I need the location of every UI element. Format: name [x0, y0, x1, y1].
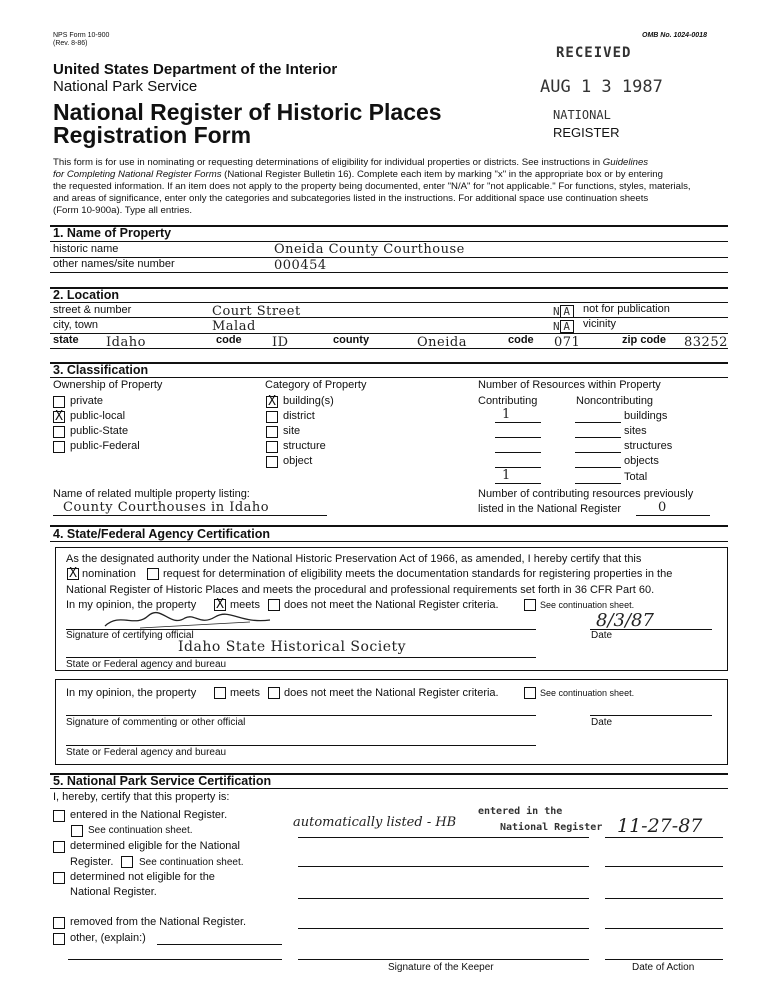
section-1-title: 1. Name of Property [53, 226, 172, 240]
section-3-title: 3. Classification [53, 363, 149, 377]
district-checkbox[interactable] [266, 411, 278, 423]
entered-checkbox[interactable] [53, 810, 65, 822]
agency-label: State or Federal agency and bureau [66, 659, 227, 670]
county-label: county [333, 334, 370, 346]
structure-checkbox[interactable] [266, 441, 278, 453]
removed-label: removed from the National Register. [70, 916, 247, 928]
not-meet-b-checkbox[interactable] [268, 687, 280, 699]
street-label: street & number [53, 304, 132, 316]
object-label: object [283, 455, 313, 467]
county-code-label: code [508, 334, 534, 346]
city-label: city, town [53, 319, 99, 331]
register-stamp: REGISTER [553, 125, 620, 140]
form-revision: (Rev. 8-86) [53, 40, 88, 47]
not-for-publication-label: not for publication [583, 303, 670, 315]
keeper-date-value[interactable]: 11-27-87 [617, 815, 703, 837]
det-not-eligible-label-2: National Register. [70, 886, 157, 898]
nomination-label: nomination [82, 568, 136, 580]
ownership-header: Ownership of Property [53, 379, 163, 391]
request-checkbox[interactable] [147, 568, 159, 580]
continuation-a-checkbox[interactable] [524, 599, 536, 611]
district-label: district [283, 410, 315, 422]
continuation-a-label: See continuation sheet. [540, 600, 635, 610]
related-listing-label: Name of related multiple property listing: [53, 488, 250, 500]
private-label: private [70, 395, 104, 407]
nomination-mark: X [69, 566, 77, 581]
form-title: National Register of Historic Places [53, 99, 442, 125]
zip-label: zip code [622, 334, 667, 346]
buildings-mark: X [268, 394, 276, 409]
det-eligible-label-2: Register. [70, 856, 114, 868]
resources-header: Number of Resources within Property [478, 379, 661, 391]
contributing-header: Contributing [478, 395, 538, 407]
keeper-signature-label: Signature of the Keeper [388, 962, 494, 973]
res-structures-label: structures [624, 440, 673, 452]
det-not-eligible-label-1: determined not eligible for the [70, 871, 215, 883]
prev-listed-label-1: Number of contributing resources previously [478, 488, 694, 500]
other-checkbox[interactable] [53, 933, 65, 945]
other-names-label: other names/site number [53, 258, 175, 270]
b-date-label: Date [591, 717, 613, 728]
street-value[interactable]: Court Street [212, 304, 301, 319]
meets-b-label: meets [230, 687, 260, 699]
removed-checkbox[interactable] [53, 917, 65, 929]
form-subtitle: Registration Form [53, 122, 252, 148]
historic-name-label: historic name [53, 243, 119, 255]
contributing-buildings[interactable]: 1 [502, 407, 511, 422]
state-value[interactable]: Idaho [106, 335, 146, 350]
meets-b-checkbox[interactable] [214, 687, 226, 699]
state-code-label: code [216, 334, 242, 346]
historic-name-value[interactable]: Oneida County Courthouse [274, 242, 465, 257]
section-5-title: 5. National Park Service Certification [53, 774, 272, 788]
entered-label: entered in the National Register. [70, 809, 228, 821]
det-not-eligible-checkbox[interactable] [53, 872, 65, 884]
na-vicinity[interactable]: N A [553, 320, 574, 333]
other-label: other, (explain:) [70, 932, 146, 944]
vicinity-label: vicinity [583, 318, 617, 330]
na-not-publication[interactable]: N A [553, 305, 574, 318]
buildings-label: building(s) [283, 395, 334, 407]
nps-cert-intro: I, hereby, certify that this property is: [53, 791, 230, 803]
request-label: request for determination of eligibility meets the documentation standards for registering properties in the [163, 568, 673, 580]
continuation-b-label: See continuation sheet. [540, 688, 635, 698]
entered-stamp-1: entered in the [478, 806, 563, 817]
object-checkbox[interactable] [266, 456, 278, 468]
b-signature-label: Signature of commenting or other official [66, 717, 246, 728]
opinion-b-label: In my opinion, the property [66, 687, 197, 699]
prev-listed-value[interactable]: 0 [658, 500, 667, 515]
public-local-label: public-local [70, 410, 126, 422]
meets-a-mark: X [216, 597, 224, 612]
zip-value[interactable]: 83252 [684, 335, 728, 350]
cert-line-3: National Register of Historic Places and meets the procedural and professional requirements set forth in 36 CFR Part 60. [66, 584, 655, 596]
received-stamp: RECEIVED [556, 45, 632, 61]
see-cont-2-checkbox[interactable] [121, 856, 133, 868]
city-value[interactable]: Malad [212, 319, 256, 334]
res-total-label: Total [624, 471, 648, 483]
see-cont-1-label: See continuation sheet. [88, 825, 193, 836]
not-meet-a-label: does not meet the National Register criteria. [284, 599, 499, 611]
see-cont-1-checkbox[interactable] [71, 825, 83, 837]
state-label: state [53, 334, 79, 346]
keeper-handwritten-note[interactable]: automatically listed - HB [293, 815, 457, 830]
received-date-stamp: AUG 1 3 1987 [540, 77, 663, 97]
res-buildings-label: buildings [624, 410, 668, 422]
cert-line-1: As the designated authority under the National Historic Preservation Act of 1966, as amended, I hereby certify that this [66, 553, 642, 565]
public-federal-label: public-Federal [70, 440, 140, 452]
public-state-label: public-State [70, 425, 129, 437]
meets-a-label: meets [230, 599, 260, 611]
section-2-title: 2. Location [53, 288, 119, 302]
opinion-a-label: In my opinion, the property [66, 599, 197, 611]
prev-listed-label-2: listed in the National Register [478, 503, 622, 515]
service-name: National Park Service [53, 78, 198, 95]
site-label: site [283, 425, 301, 437]
res-objects-label: objects [624, 455, 659, 467]
county-code-value[interactable]: 071 [554, 335, 581, 350]
contributing-total[interactable]: 1 [502, 468, 511, 483]
det-eligible-label-1: determined eligible for the National [70, 840, 240, 852]
noncontributing-header: Noncontributing [576, 395, 654, 407]
structure-label: structure [283, 440, 326, 452]
related-listing-value[interactable]: County Courthouses in Idaho [63, 500, 270, 515]
signature-label: Signature of certifying official [66, 630, 194, 641]
private-checkbox[interactable] [53, 396, 65, 408]
form-number: NPS Form 10-900 [53, 32, 110, 39]
category-header: Category of Property [265, 379, 367, 391]
continuation-b-checkbox[interactable] [524, 687, 536, 699]
national-stamp: NATIONAL [553, 108, 611, 122]
date-label: Date [591, 630, 613, 641]
section-4-title: 4. State/Federal Agency Certification [53, 527, 270, 541]
see-cont-2-label: See continuation sheet. [139, 857, 244, 868]
instructions: This form is for use in nominating or requesting determinations of eligibility for individual properties or districts. See instructions in Guidelines for Completing National Register Forms (National Register Bulletin 16). Complete each item by marking "x" in the appropriate box or by entering the requested information. If an item does not apply to the property being documented, enter "N/A" for "not applicable." For functions, styles, materials, and areas of significance, enter only the categories and subcategories listed in the instructions. For additional space use continuation sheets (Form 10-900a). Type all entries. [53, 157, 691, 216]
county-value[interactable]: Oneida [417, 335, 467, 350]
res-sites-label: sites [624, 425, 647, 437]
public-state-checkbox[interactable] [53, 426, 65, 438]
other-names-value[interactable]: 000454 [274, 258, 327, 273]
entered-stamp-2: National Register [500, 822, 603, 833]
not-meet-b-label: does not meet the National Register criteria. [284, 687, 499, 699]
site-checkbox[interactable] [266, 426, 278, 438]
public-federal-checkbox[interactable] [53, 441, 65, 453]
omb-number: OMB No. 1024-0018 [642, 32, 707, 39]
agency-value[interactable]: Idaho State Historical Society [178, 639, 407, 655]
public-local-mark: X [55, 409, 63, 424]
date-of-action-label: Date of Action [632, 962, 695, 973]
det-eligible-checkbox[interactable] [53, 841, 65, 853]
b-agency-label: State or Federal agency and bureau [66, 747, 227, 758]
state-code-value[interactable]: ID [272, 335, 289, 350]
signature-date-value[interactable]: 8/3/87 [596, 610, 654, 631]
department-name: United States Department of the Interior [53, 61, 338, 78]
